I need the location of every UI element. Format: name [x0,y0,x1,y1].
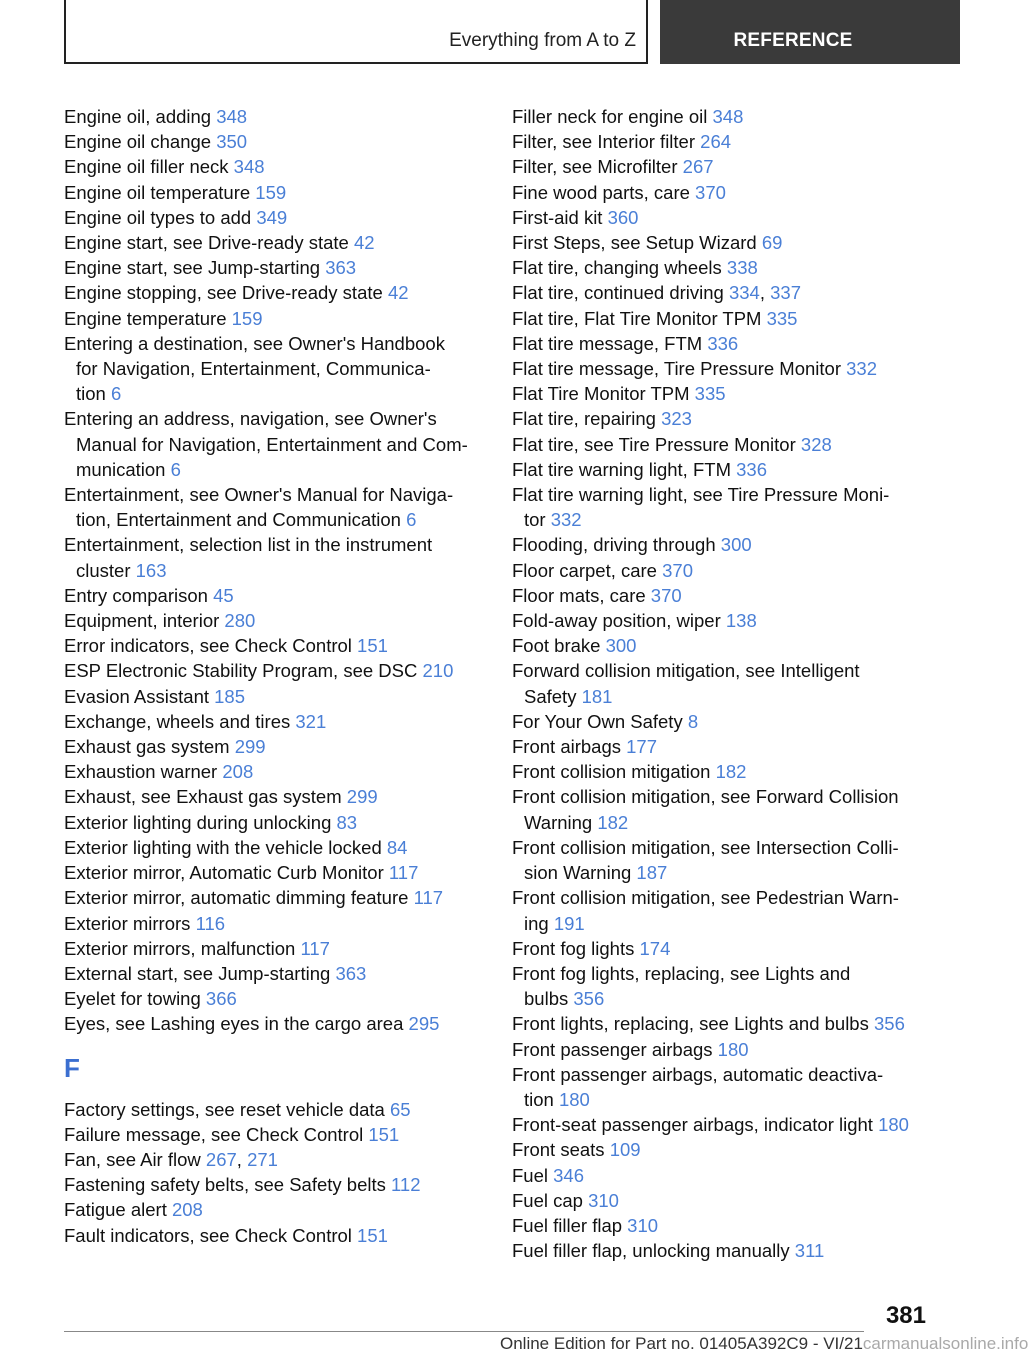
index-entry [512,759,932,784]
page-link[interactable]: 334 [728,282,760,304]
entry-text: Front passenger airbags, automatic deactiva- [512,1063,884,1085]
entry-text: Front collision mitigation, see Forward Collision [512,786,899,808]
entry-text: ing [524,912,554,934]
page-link[interactable]: 65 [389,1098,411,1120]
entry-text: sion Warning [524,862,637,884]
page-link[interactable]: 299 [234,736,266,758]
entry-text: Eyes, see Lashing eyes in the cargo area [64,1013,409,1035]
index-entry [512,1062,932,1112]
index-entry [512,1163,932,1188]
page-link[interactable]: 349 [256,206,288,228]
entry-text: Fault indicators, see Check Control [64,1224,358,1246]
entry-text: Flat tire, changing wheels [512,257,727,279]
entry-text: Exterior mirror, automatic dimming feature [64,887,414,909]
page-link[interactable]: 112 [391,1174,421,1196]
index-entry [64,255,484,280]
entry-text: External start, see Jump-starting [64,962,336,984]
entry-text: Fine wood parts, care [512,181,696,203]
entry-text: Exhaust, see Exhaust gas system [64,786,347,808]
index-entry [64,205,484,230]
entry-text: Flat tire message, Tire Pressure Monitor [512,358,847,380]
entry-text: Front airbags [512,736,627,758]
page-link[interactable]: 159 [231,307,263,329]
entry-text: Exterior mirrors, malfunction [64,937,301,959]
entry-text: ESP Electronic Stability Program, see DSC [64,660,423,682]
page-link[interactable]: 348 [233,156,265,178]
index-entry [512,583,932,608]
index-entry [512,457,932,482]
header-title-box [64,0,648,64]
page-link[interactable]: 350 [216,131,248,153]
index-entry [512,205,932,230]
entry-text: Exhaustion warner [64,761,223,783]
entry-text: Forward collision mitigation, see Intelligent [512,660,860,682]
page-link[interactable]: 348 [216,106,248,127]
entry-text: Engine oil change [64,131,217,153]
entry-text: Engine start, see Jump-starting [64,257,326,279]
entry-text: Foot brake [512,635,606,657]
entry-text: Exterior mirror, Automatic Curb Monitor [64,862,389,884]
page-link[interactable]: 45 [213,584,234,606]
entry-text: Entry comparison [64,584,214,606]
page-link[interactable]: 336 [736,458,767,480]
page-link[interactable]: 360 [607,206,639,228]
index-entry [512,154,932,179]
page-link[interactable]: 151 [368,1123,400,1145]
entry-text: , [759,282,771,304]
entry-text: Entertainment, see Owner's Manual for Naviga- [64,484,454,506]
page-link[interactable]: 348 [712,106,744,127]
index-entry [512,532,932,557]
index-column-right [512,104,932,1263]
entry-text: Filter, see Microfilter [512,156,683,178]
entry-text: Entering a destination, see Owner's Handbook [64,332,445,354]
index-entry [64,608,484,633]
page-link[interactable]: 264 [700,131,732,153]
page-link[interactable]: 295 [408,1013,440,1035]
entry-text: munication [76,458,171,480]
entry-text: Front seats [512,1139,610,1161]
index-entry [512,432,932,457]
entry-text: Flat tire warning light, FTM [512,458,737,480]
page-link[interactable]: 363 [335,962,367,984]
entry-text: for Navigation, Entertainment, Communica- [76,358,431,380]
index-entry [512,356,932,381]
section-letter: F [64,1052,80,1083]
entry-text: Engine oil, adding [64,106,217,127]
entry-text: Exterior lighting with the vehicle locked [64,836,387,858]
page-link[interactable]: 163 [135,559,167,581]
index-entry [512,230,932,255]
index-entry [64,759,484,784]
entry-text: Fuel cap [512,1189,589,1211]
page-link[interactable]: 185 [214,685,246,707]
index-entry [512,885,932,935]
entry-text: Fatigue alert [64,1199,172,1221]
index-entry [64,1172,484,1197]
section-label: REFERENCE [733,30,853,51]
entry-text: Entering an address, navigation, see Owner's [64,408,437,430]
page-link[interactable]: 180 [558,1088,590,1110]
page-link[interactable]: 138 [725,610,757,632]
entry-text: Engine temperature [64,307,232,329]
index-entry [512,1238,932,1263]
page-link[interactable]: 151 [357,635,388,657]
page-link[interactable]: 335 [766,307,798,329]
index-entry [64,860,484,885]
index-entry [512,1137,932,1162]
index-entry [64,154,484,179]
page-link[interactable]: 187 [636,862,668,884]
page-link[interactable]: 271 [247,1148,278,1170]
entry-text: Floor mats, care [512,584,651,606]
page-link[interactable]: 321 [295,710,327,732]
index-entry [512,104,932,129]
page-link[interactable]: 6 [406,509,417,531]
page-link[interactable]: 267 [205,1148,237,1170]
entry-text: Flat tire message, FTM [512,332,708,354]
page-link[interactable]: 337 [770,282,801,304]
page-link[interactable]: 8 [687,710,699,732]
page-link[interactable]: 299 [346,786,378,808]
page-link[interactable]: 338 [726,257,758,279]
page-link[interactable]: 280 [224,610,256,632]
index-entry [64,583,484,608]
page-link[interactable]: 84 [386,836,408,858]
page-number: 381 [885,1302,926,1329]
entry-text: Flat Tire Monitor TPM [512,383,695,405]
entry-text: tion [76,383,111,405]
entry-text: Failure message, see Check Control [64,1123,369,1145]
entry-text: For Your Own Safety [512,710,688,732]
index-entry [64,1097,484,1122]
page-link[interactable]: 159 [255,181,287,203]
entry-text: Factory settings, see reset vehicle data [64,1098,390,1120]
entry-text: Exchange, wheels and tires [64,710,296,732]
index-entry [512,482,932,532]
footer-edition-text: Online Edition for Part no. 01405A392C9 - VI/21 [500,1334,863,1353]
page-link[interactable]: 210 [422,660,454,682]
chapter-title: Everything from A to Z [449,30,636,51]
index-entry [512,1188,932,1213]
index-entry [512,306,932,331]
entry-text: tion, Entertainment and Communication [76,509,407,531]
entry-text: Warning [524,811,598,833]
index-entry [512,1011,932,1036]
entry-text: Floor carpet, care [512,559,663,581]
page-link[interactable]: 191 [553,912,585,934]
page-link[interactable]: 117 [300,937,330,959]
page-link[interactable]: 363 [325,257,357,279]
footer-rule [64,1331,864,1332]
footer-edition [500,1334,1028,1354]
entry-text: Front fog lights, replacing, see Lights and [512,962,851,984]
index-entry [512,280,932,305]
entry-text: Engine oil types to add [64,206,257,228]
index-entry [64,734,484,759]
entry-text: Front lights, replacing, see Lights and bulbs [512,1013,874,1035]
page-link[interactable]: 174 [639,937,671,959]
entry-text: Exhaust gas system [64,736,235,758]
entry-text: bulbs [524,988,574,1010]
page-link[interactable]: 83 [336,811,358,833]
page-link[interactable]: 182 [597,811,629,833]
entry-text: Safety [524,685,582,707]
index-entry [512,1213,932,1238]
entry-text: Exterior lighting during unlocking [64,811,337,833]
index-entry [64,784,484,809]
entry-text: Entertainment, selection list in the instrument [64,534,433,556]
page-link[interactable]: 370 [662,559,693,581]
entry-text: Flat tire, repairing [512,408,662,430]
index-entry [512,255,932,280]
entry-text: Fuel filler flap, unlocking manually [512,1240,795,1262]
index-entry [64,961,484,986]
entry-text: Flooding, driving through [512,534,721,556]
entry-text: Fuel [512,1164,554,1186]
page-link[interactable]: 267 [682,156,714,178]
entry-text: Front passenger airbags [512,1038,718,1060]
index-entry [64,180,484,205]
entry-text: Flat tire, see Tire Pressure Monitor [512,433,801,455]
index-entry [64,633,484,658]
page-link[interactable]: 151 [357,1224,388,1246]
page-link[interactable]: 6 [170,458,181,480]
entry-text: cluster [76,559,136,581]
index-entry [512,558,932,583]
page-link[interactable]: 42 [353,232,375,254]
entry-text: First Steps, see Setup Wizard [512,232,762,254]
index-entry [64,835,484,860]
entry-text: Flat tire warning light, see Tire Pressure Moni- [512,484,890,506]
page-link[interactable]: 116 [195,912,226,934]
page-link[interactable]: 300 [605,635,637,657]
entry-text: Fastening safety belts, see Safety belts [64,1174,392,1196]
index-entry [512,658,932,708]
page-link[interactable]: 356 [874,1013,905,1035]
entry-text: First-aid kit [512,206,608,228]
index-entry [64,406,484,482]
index-entry [512,734,932,759]
index-entry [512,608,932,633]
entry-text: Fold-away position, wiper [512,610,726,632]
entry-text: Evasion Assistant [64,685,215,707]
entry-text: Fuel filler flap [512,1214,628,1236]
entry-text: Flat tire, Flat Tire Monitor TPM [512,307,767,329]
page-link[interactable]: 311 [794,1240,825,1262]
index-entry [64,1197,484,1222]
index-entry [64,230,484,255]
page-link[interactable]: 346 [553,1164,585,1186]
index-entry [512,1037,932,1062]
page-link[interactable]: 181 [581,685,613,707]
entry-text: Filler neck for engine oil [512,106,713,127]
entry-text: Manual for Navigation, Entertainment and Com- [76,433,468,455]
index-entry [64,709,484,734]
page-link[interactable]: 370 [650,584,682,606]
index-entry [64,1122,484,1147]
entry-text: Front collision mitigation [512,761,716,783]
entry-text: Error indicators, see Check Control [64,635,358,657]
page-link[interactable]: 323 [661,408,692,430]
index-entry [64,1147,484,1172]
page-link[interactable]: 69 [761,232,783,254]
entry-text: Flat tire, continued driving [512,282,729,304]
page-link[interactable]: 332 [846,358,878,380]
entry-text: Engine oil filler neck [64,156,234,178]
page-link[interactable]: 336 [707,332,739,354]
page-link[interactable]: 332 [550,509,582,531]
index-entry [64,658,484,683]
entry-text: tor [524,509,551,531]
index-entry [512,180,932,205]
entry-text: Front collision mitigation, see Pedestrian Warn- [512,887,899,909]
index-entry [512,129,932,154]
index-entry [64,331,484,407]
index-entry [512,1112,932,1137]
index-entry [512,709,932,734]
index-entry [512,835,932,885]
entry-text: , [236,1148,248,1170]
page-link[interactable]: 366 [205,988,237,1010]
index-entry [64,280,484,305]
entry-text: Filter, see Interior filter [512,131,701,153]
page-link[interactable]: 208 [171,1199,203,1221]
index-entry [64,986,484,1011]
entry-text: Front fog lights [512,937,640,959]
index-entry [64,306,484,331]
index-entry [512,936,932,961]
page-link[interactable]: 42 [387,282,409,304]
entry-text: Engine start, see Drive-ready state [64,232,354,254]
page-link[interactable]: 180 [878,1114,909,1136]
entry-text: Front collision mitigation, see Intersection Colli- [512,836,899,858]
page-link[interactable]: 310 [627,1214,659,1236]
index-column-left [64,104,484,1248]
page-link[interactable]: 328 [800,433,832,455]
index-entry [512,406,932,431]
page-link[interactable]: 109 [609,1139,641,1161]
entry-text: Eyelet for towing [64,988,206,1010]
page-link[interactable]: 208 [222,761,254,783]
index-entry [64,810,484,835]
page-link[interactable]: 6 [110,383,122,405]
page-link[interactable]: 180 [717,1038,749,1060]
index-entry [64,129,484,154]
index-entry [64,1223,484,1248]
entry-text: Front-seat passenger airbags, indicator light [512,1114,879,1136]
index-entry [512,381,932,406]
header-section-tab [660,0,960,64]
page-link[interactable]: 310 [588,1189,619,1211]
page-link[interactable]: 177 [626,736,658,758]
entry-text: tion [524,1088,559,1110]
footer-watermark: carmanualsonline.info [862,1334,1028,1353]
index-entry [512,961,932,1011]
index-entry [64,911,484,936]
index-entry [512,784,932,834]
index-entry [64,885,484,910]
page-link[interactable]: 356 [573,988,605,1010]
page-link[interactable]: 370 [695,181,726,203]
entry-text: Engine stopping, see Drive-ready state [64,282,388,304]
page-link[interactable]: 117 [388,862,419,884]
index-entry [64,684,484,709]
page-link[interactable]: 117 [413,887,444,909]
entry-text: Equipment, interior [64,610,225,632]
index-entry [64,532,484,582]
index-entry [512,331,932,356]
entry-text: Exterior mirrors [64,912,196,934]
page-link[interactable]: 182 [715,761,747,783]
index-entry [512,633,932,658]
index-entry [64,1011,484,1036]
entry-text: Fan, see Air flow [64,1148,206,1170]
page-link[interactable]: 300 [720,534,752,556]
page-link[interactable]: 335 [694,383,726,405]
index-entry [64,482,484,532]
index-entry [64,936,484,961]
entry-text: Engine oil temperature [64,181,256,203]
index-entry [64,104,484,129]
